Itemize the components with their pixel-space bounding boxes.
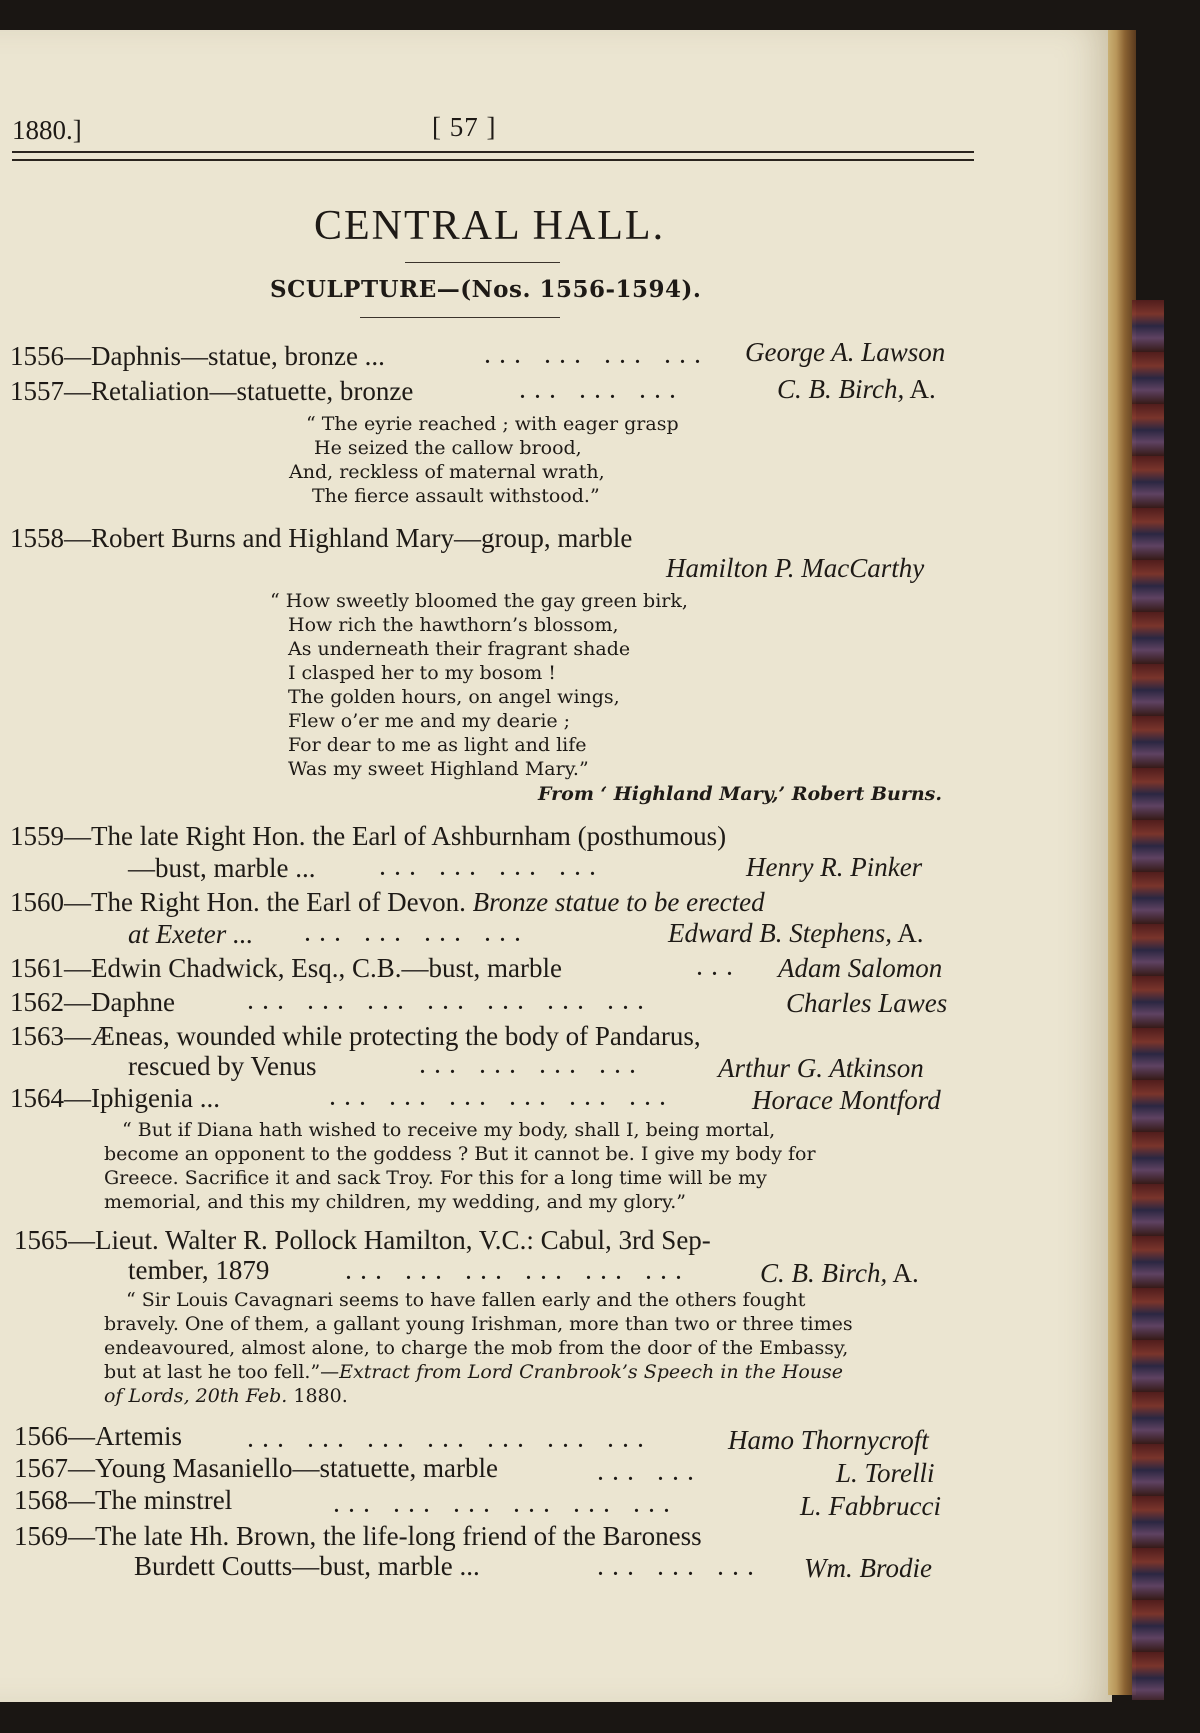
entry-1565-cont: tember, 1879 [128, 1255, 270, 1285]
leader-dots: ... ... ... ... [380, 858, 605, 880]
entry-1560-note: Bronze statue to be erected [472, 887, 765, 917]
leader-dots: ... ... ... ... ... ... [346, 1262, 691, 1284]
header-rule-bottom [12, 159, 974, 161]
quote-line: The fierce assault withstood.” [312, 485, 600, 507]
leader-dots: ... ... ... ... [305, 924, 530, 946]
entry-1556: 1556—Daphnis—statue, bronze ... [10, 341, 385, 371]
header-page-number: [ 57 ] [432, 112, 497, 142]
artist-1557: C. B. Birch, [777, 374, 905, 404]
artist-1562: Charles Lawes [786, 988, 948, 1018]
quote-line: I clasped her to my bosom ! [288, 662, 556, 684]
quote-source: Extract from Lord Cranbrook’s Speech in the House [339, 1361, 844, 1383]
leader-dots: ... ... ... [520, 381, 685, 403]
entry-1564: 1564—Iphigenia ... [10, 1083, 220, 1113]
leader-dots: ... ... ... ... [420, 1056, 645, 1078]
quote-line: become an opponent to the goddess ? But it cannot be. I give my body for [104, 1143, 816, 1165]
artist-1569: Wm. Brodie [804, 1553, 932, 1583]
artist-1567: L. Torelli [836, 1458, 935, 1488]
quote-line: endeavoured, almost alone, to charge the mob from the door of the Embassy, [104, 1337, 849, 1359]
entry-1567: 1567—Young Masaniello—statuette, marble [14, 1453, 498, 1483]
entry-1565: 1565—Lieut. Walter R. Pollock Hamilton, V.C.: Cabul, 3rd Sep- [14, 1225, 711, 1255]
page-title: CENTRAL HALL. [314, 203, 666, 249]
entry-1563: 1563—Æneas, wounded while protecting the body of Pandarus, [10, 1021, 701, 1051]
artist-1568: L. Fabbrucci [800, 1491, 941, 1521]
artist-1560: Edward B. Stephens, [668, 918, 892, 948]
leader-dots: ... ... ... ... ... ... [334, 1495, 679, 1517]
entry-1569-cont: Burdett Coutts—bust, marble ... [134, 1551, 480, 1581]
section-heading: SCULPTURE—(Nos. 1556-1594). [270, 276, 702, 303]
artist-1559: Henry R. Pinker [746, 852, 923, 882]
artist-1563: Arthur G. Atkinson [718, 1053, 924, 1083]
entry-1561: 1561—Edwin Chadwick, Esq., C.B.—bust, marble [10, 953, 562, 983]
leader-dots: ... ... ... ... ... ... ... [248, 1430, 653, 1452]
entry-1560: 1560—The Right Hon. the Earl of Devon. [10, 887, 466, 917]
artist-suffix: A. [909, 374, 936, 404]
entry-1558: 1558—Robert Burns and Highland Mary—group, marble [10, 523, 633, 553]
quote-line: 1880. [287, 1385, 348, 1407]
entry-1568: 1568—The minstrel [14, 1485, 233, 1515]
leader-dots: ... ... ... ... ... ... [330, 1088, 675, 1110]
header-year: 1880.] [12, 115, 82, 145]
quote-line: Flew o’er me and my dearie ; [288, 710, 571, 732]
quote-source: of Lords, 20th Feb. [104, 1385, 288, 1407]
quote-line: As underneath their fragrant shade [288, 638, 631, 660]
quote-line: “ But if Diana hath wished to receive my body, shall I, being mortal, [122, 1119, 776, 1141]
entry-1566: 1566—Artemis [14, 1421, 182, 1451]
quote-line: “ The eyrie reached ; with eager grasp [306, 413, 679, 435]
artist-suffix: A. [897, 918, 924, 948]
quote-line: “ Sir Louis Cavagnari seems to have fallen early and the others fought [126, 1289, 806, 1311]
artist-1566: Hamo Thornycroft [728, 1425, 929, 1455]
entry-1563-cont: rescued by Venus [128, 1051, 317, 1081]
entry-1569: 1569—The late Hh. Brown, the life-long friend of the Baroness [14, 1521, 702, 1551]
artist-1558: Hamilton P. MacCarthy [666, 553, 925, 583]
entry-1559: 1559—The late Right Hon. the Earl of Ashburnham (posthumous) [10, 821, 727, 851]
leader-dots: ... ... ... ... ... ... ... [248, 992, 653, 1014]
title-rule [405, 262, 560, 263]
leader-dots: ... ... [598, 1463, 703, 1485]
quote-source: From ‘ Highland Mary,’ Robert Burns. [538, 783, 942, 805]
quote-line: Was my sweet Highland Mary.” [288, 758, 589, 780]
leader-dots: ... [697, 958, 742, 980]
artist-suffix: A. [892, 1258, 919, 1288]
header-rule-top [12, 151, 974, 153]
quote-line: How rich the hawthorn’s blossom, [288, 614, 619, 636]
entry-1560-cont: at Exeter ... [128, 919, 254, 949]
marbled-edge [1132, 300, 1164, 1700]
artist-1564: Horace Montford [752, 1085, 941, 1115]
quote-line: bravely. One of them, a gallant young Irishman, more than two or three times [104, 1313, 853, 1335]
quote-line: “ How sweetly bloomed the gay green birk, [270, 590, 688, 612]
quote-line: but at last he too fell.”— [104, 1361, 340, 1383]
entry-1559-cont: —bust, marble ... [128, 853, 316, 883]
artist-1561: Adam Salomon [778, 953, 943, 983]
quote-line: He seized the callow brood, [314, 437, 582, 459]
leader-dots: ... ... ... ... [485, 346, 710, 368]
section-rule [360, 317, 560, 318]
quote-line: And, reckless of maternal wrath, [289, 461, 605, 483]
quote-line: Greece. Sacrifice it and sack Troy. For this for a long time will be my [104, 1167, 767, 1189]
entry-1562: 1562—Daphne [10, 987, 175, 1017]
artist-1556: George A. Lawson [745, 337, 946, 367]
quote-line: For dear to me as light and life [288, 734, 587, 756]
leader-dots: ... ... ... [598, 1558, 763, 1580]
artist-1565: C. B. Birch, [760, 1258, 888, 1288]
quote-line: memorial, and this my children, my wedding, and my glory.” [104, 1191, 686, 1213]
entry-1557: 1557—Retaliation—statuette, bronze [10, 376, 414, 406]
quote-line: The golden hours, on angel wings, [288, 686, 620, 708]
